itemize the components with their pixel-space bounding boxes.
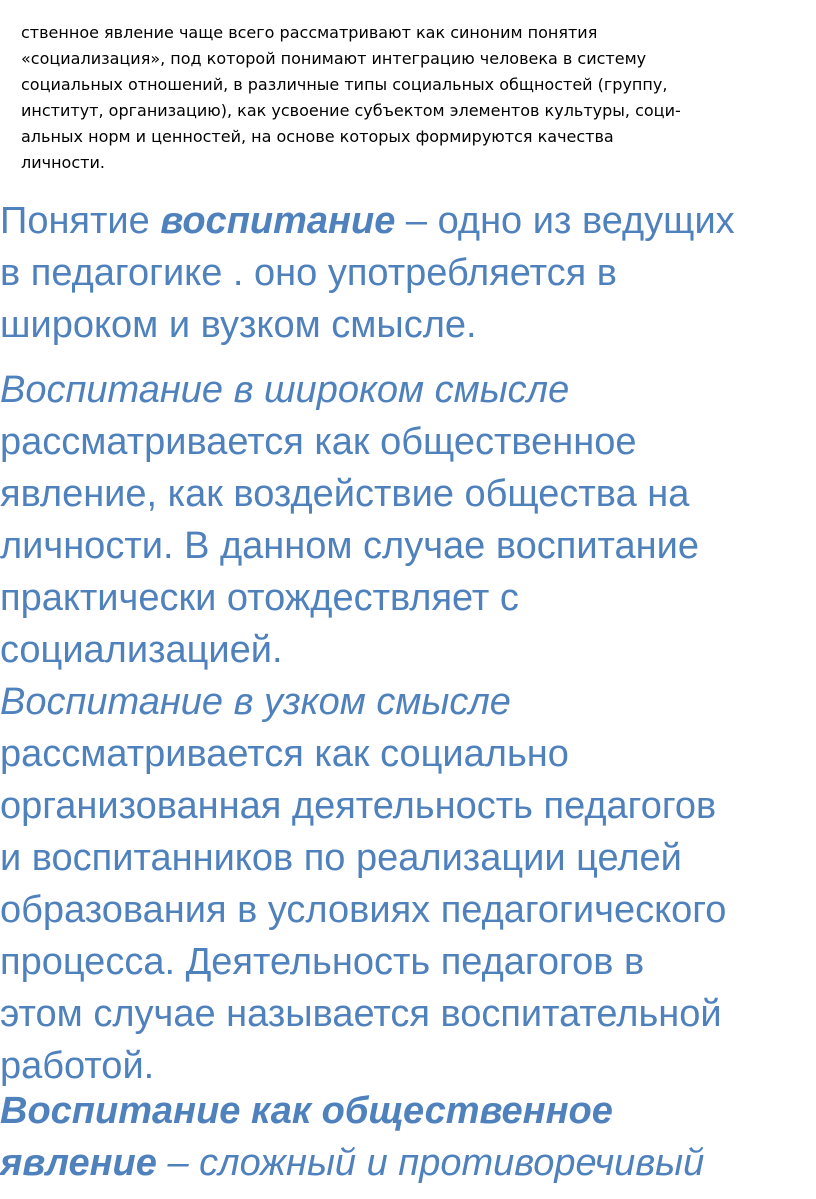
intro-paragraph — [21, 20, 791, 176]
text-line: процесса. Деятельность педагогов в — [0, 941, 645, 983]
text-line: работой. — [0, 1045, 155, 1087]
broad-sense-paragraph — [0, 364, 816, 676]
text-line: рассматривается как общественное — [0, 421, 637, 463]
term-phenomenon: явление — [0, 1142, 157, 1184]
text-run: – одно из ведущих — [395, 200, 735, 242]
intro-line: альных норм и ценностей, на основе которых формируются качества — [21, 127, 614, 146]
term-upbringing: воспитание — [160, 200, 396, 242]
social-phenomenon-heading: Воспитание как общественное — [0, 1090, 613, 1132]
intro-line: «социализация», под которой понимают интеграцию человека в систему — [21, 49, 647, 68]
intro-line: ственное явление чаще всего рассматривают как синоним понятия — [21, 23, 598, 42]
text-line: рассматривается как социально — [0, 733, 569, 775]
intro-line: социальных отношений, в различные типы социальных общностей (группу, — [21, 75, 668, 94]
text-line: социализацией. — [0, 629, 283, 671]
broad-sense-heading: Воспитание в широком смысле — [0, 369, 570, 411]
text-line: широком и вузком смысле. — [0, 304, 477, 346]
text-line: личности. В данном случае воспитание — [0, 525, 700, 567]
text-line — [0, 195, 816, 247]
text-line: явление, как воздействие общества на — [0, 473, 690, 515]
definition-paragraph — [0, 195, 816, 351]
text-line: образования в условиях педагогического — [0, 889, 727, 931]
narrow-sense-heading: Воспитание в узком смысле — [0, 681, 511, 723]
text-line: и воспитанников по реализации целей — [0, 837, 682, 879]
text-run: – сложный и противоречивый — [156, 1142, 705, 1184]
narrow-sense-paragraph — [0, 676, 816, 1092]
text-line: организованная деятельность педагогов — [0, 785, 717, 827]
text-run: Понятие — [0, 200, 161, 242]
text-line: практически отождествляет с — [0, 577, 519, 619]
social-phenomenon-paragraph — [0, 1085, 816, 1189]
intro-line: личности. — [21, 153, 105, 172]
text-line: этом случае называется воспитательной — [0, 993, 722, 1035]
intro-line: институт, организацию), как усвоение субъектом элементов культуры, соци- — [21, 101, 681, 120]
text-line — [0, 1137, 816, 1189]
text-line: в педагогике . оно употребляется в — [0, 252, 617, 294]
